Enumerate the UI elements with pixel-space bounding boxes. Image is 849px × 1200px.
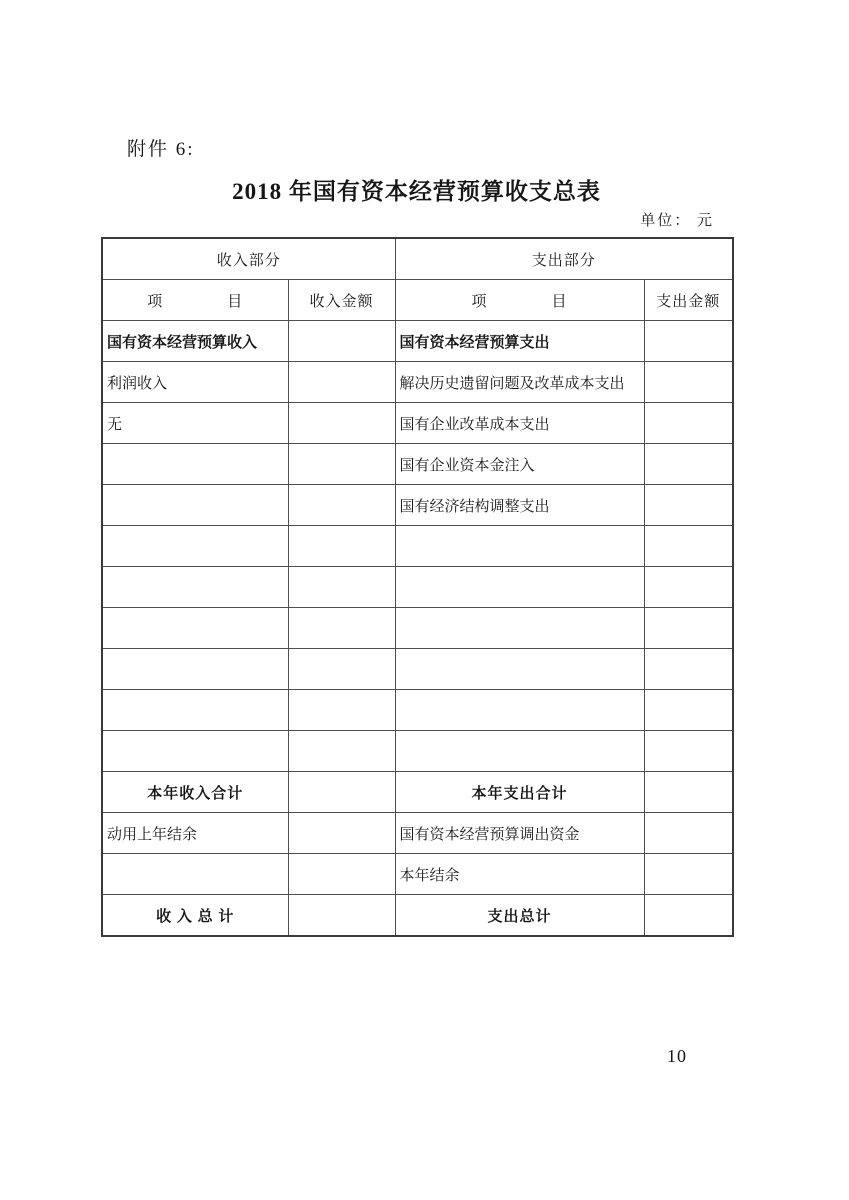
attachment-label: 附件 6:: [127, 139, 195, 160]
table-cell: [288, 526, 395, 567]
table-cell: [288, 362, 395, 403]
table-cell: [395, 690, 644, 731]
table-cell: [395, 526, 644, 567]
table-cell: [288, 321, 395, 362]
table-cell: [288, 485, 395, 526]
table-cell: [288, 567, 395, 608]
table-cell: [102, 485, 288, 526]
unit-label-text: 单位： 元: [640, 213, 714, 229]
table-cell: [288, 813, 395, 854]
table-cell: [644, 772, 733, 813]
expense-amount-column-header: 支出金额: [644, 280, 733, 321]
table-cell: [102, 567, 288, 608]
table-cell: [102, 649, 288, 690]
subtotal-row: [102, 772, 733, 813]
table-cell: [395, 567, 644, 608]
income-section-header: 收入部分: [102, 238, 395, 280]
table-cell: [288, 444, 395, 485]
table-cell: [288, 649, 395, 690]
table-cell: [644, 731, 733, 772]
table-cell: [644, 444, 733, 485]
table-cell: 动用上年结余: [102, 813, 288, 854]
table-cell: 国有资本经营预算调出资金: [395, 813, 644, 854]
table-cell: 解决历史遗留问题及改革成本支出: [395, 362, 644, 403]
table-cell: [102, 854, 288, 895]
table-cell: [395, 731, 644, 772]
table-row: [102, 690, 733, 731]
table-cell: [288, 731, 395, 772]
income-grand-total-label: 收 入 总 计: [102, 895, 288, 937]
table-cell: [288, 895, 395, 937]
table-row: [102, 362, 733, 403]
table-cell: [644, 526, 733, 567]
expense-subtotal-label: 本年支出合计: [395, 772, 644, 813]
table-row: [102, 567, 733, 608]
table-cell: 国有企业改革成本支出: [395, 403, 644, 444]
table-cell: 利润收入: [102, 362, 288, 403]
table-row: [102, 485, 733, 526]
table-cell: [395, 608, 644, 649]
table-cell: [102, 731, 288, 772]
table-cell: [644, 362, 733, 403]
budget-table: [101, 237, 734, 937]
income-subtotal-label: 本年收入合计: [102, 772, 288, 813]
table-cell: 国有经济结构调整支出: [395, 485, 644, 526]
table-cell: [644, 485, 733, 526]
table-cell: [288, 772, 395, 813]
expense-grand-total-label: 支出总计: [395, 895, 644, 937]
table-cell: 本年结余: [395, 854, 644, 895]
income-amount-column-header: 收入金额: [288, 280, 395, 321]
table-cell: [395, 649, 644, 690]
table-row: [102, 608, 733, 649]
expense-section-header: 支出部分: [395, 238, 733, 280]
table-row: [102, 649, 733, 690]
table-cell: [102, 690, 288, 731]
document-title: 2018 年国有资本经营预算收支总表: [232, 179, 601, 204]
table-cell: [644, 813, 733, 854]
table-cell: [102, 526, 288, 567]
table-row: [102, 321, 733, 362]
table-cell: [644, 403, 733, 444]
table-row: [102, 526, 733, 567]
expense-item-column-header: 项 目: [395, 280, 644, 321]
table-cell: [102, 608, 288, 649]
table-cell: [644, 321, 733, 362]
page-number: 10: [667, 1046, 687, 1066]
table-row: [102, 403, 733, 444]
table-cell: 国有企业资本金注入: [395, 444, 644, 485]
table-cell: [288, 854, 395, 895]
income-item-column-header: 项 目: [102, 280, 288, 321]
table-cell: [644, 690, 733, 731]
table-cell: [644, 854, 733, 895]
table-row: [102, 731, 733, 772]
table-cell: 国有资本经营预算支出: [395, 321, 644, 362]
section-header-row: [102, 238, 733, 280]
unit-label: [101, 209, 732, 230]
table-cell: [102, 444, 288, 485]
table-cell: [644, 567, 733, 608]
table-row: [102, 444, 733, 485]
column-header-row: [102, 280, 733, 321]
table-cell: [644, 608, 733, 649]
table-cell: 无: [102, 403, 288, 444]
table-cell: [288, 608, 395, 649]
table-cell: [644, 895, 733, 937]
table-cell: [288, 403, 395, 444]
table-cell: [288, 690, 395, 731]
table-cell: 国有资本经营预算收入: [102, 321, 288, 362]
table-row: [102, 813, 733, 854]
grand-total-row: [102, 895, 733, 937]
table-row: [102, 854, 733, 895]
table-cell: [644, 649, 733, 690]
